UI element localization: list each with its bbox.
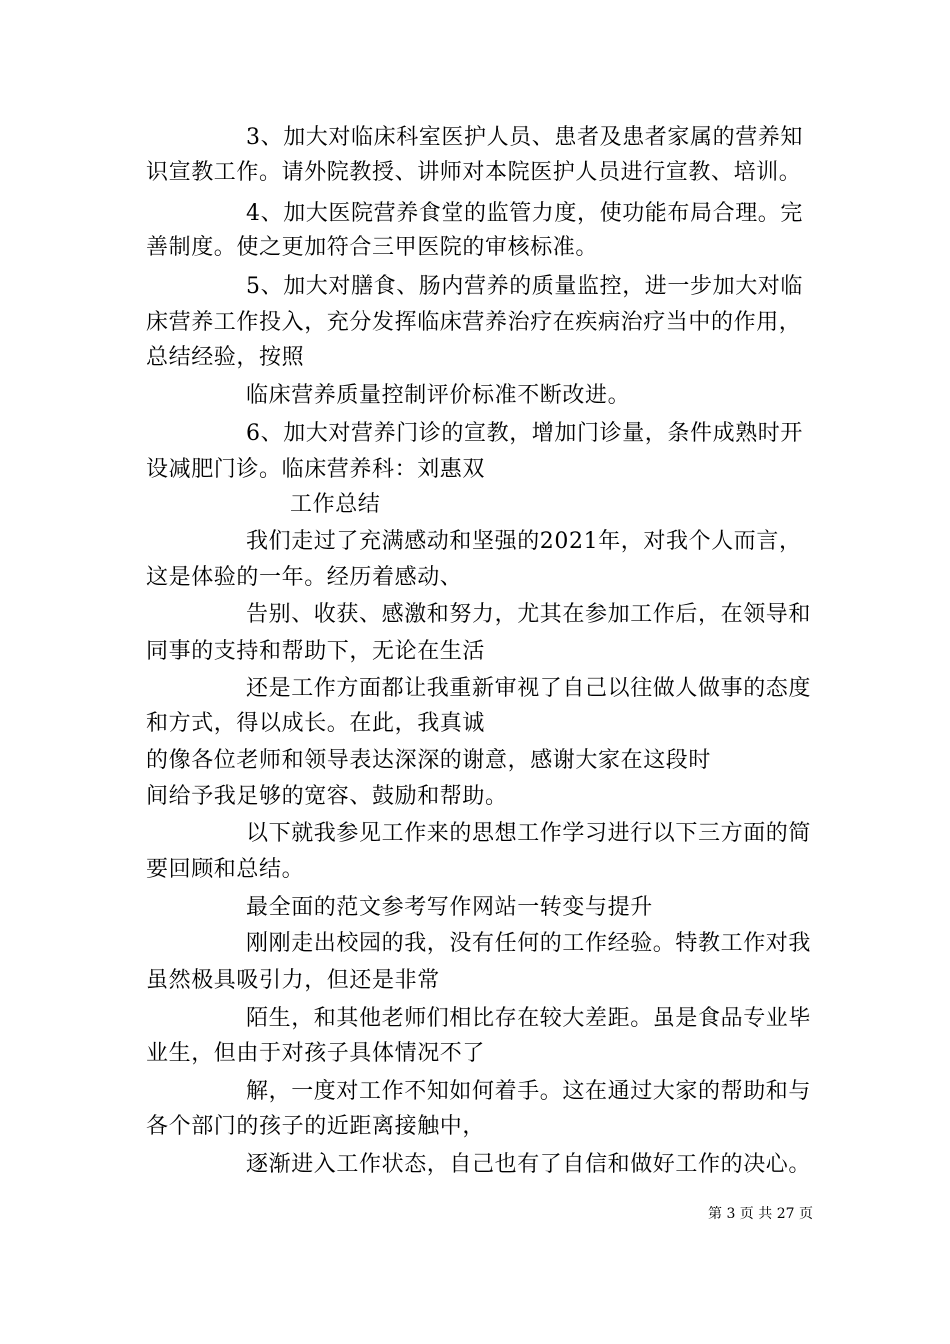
text-line: 同事的支持和帮助下，无论在生活 [146, 639, 486, 664]
text-line: 最全面的范文参考写作网站一转变与提升 [246, 895, 653, 920]
text-line: 4、加大医院营养食堂的监管力度，使功能布局合理。完 [246, 201, 803, 226]
text-line: 和方式，得以成长。在此，我真诚 [146, 711, 486, 736]
text-line: 陌生，和其他老师们相比存在较大差距。虽是食品专业毕 [246, 1006, 812, 1031]
text-line: 逐渐进入工作状态，自己也有了自信和做好工作的决心。 [246, 1152, 812, 1177]
text-line: 3、加大对临床科室医护人员、患者及患者家属的营养知 [246, 125, 803, 150]
text-line: 解，一度对工作不知如何着手。这在通过大家的帮助和与 [246, 1079, 812, 1104]
text-line: 善制度。使之更加符合三甲医院的审核标准。 [146, 235, 599, 260]
text-line: 业生，但由于对孩子具体情况不了 [146, 1041, 486, 1066]
text-line: 刚刚走出校园的我，没有任何的工作经验。特教工作对我 [246, 931, 812, 956]
text-line: 虽然极具吸引力，但还是非常 [146, 968, 440, 993]
page-number: 第 3 页 共 27 页 [708, 1206, 813, 1222]
text-line: 还是工作方面都让我重新审视了自己以往做人做事的态度 [246, 676, 812, 701]
text-line: 床营养工作投入，充分发挥临床营养治疗在疾病治疗当中的作用， [146, 310, 802, 335]
text-line: 设减肥门诊。临床营养科：刘惠双 [146, 457, 486, 482]
text-line: 总结经验，按照 [146, 345, 305, 370]
text-line: 识宣教工作。请外院教授、讲师对本院医护人员进行宣教、培训。 [146, 160, 802, 185]
text-line: 间给予我足够的宽容、鼓励和帮助。 [146, 784, 508, 809]
section-heading: 工作总结 [290, 492, 381, 517]
text-line: 临床营养质量控制评价标准不断改进。 [246, 383, 631, 408]
text-line: 我们走过了充满感动和坚强的2021年，对我个人而言， [246, 529, 802, 554]
text-line: 各个部门的孩子的近距离接触中， [146, 1114, 486, 1139]
text-line: 要回顾和总结。 [146, 857, 305, 882]
text-line: 5、加大对膳食、肠内营养的质量监控，进一步加大对临 [246, 274, 803, 299]
text-line: 以下就我参见工作来的思想工作学习进行以下三方面的简 [246, 821, 812, 846]
text-line: 告别、收获、感激和努力，尤其在参加工作后，在领导和 [246, 602, 812, 627]
text-line: 的像各位老师和领导表达深深的谢意，感谢大家在这段时 [146, 748, 712, 773]
text-line: 这是体验的一年。经历着感动、 [146, 565, 463, 590]
text-line: 6、加大对营养门诊的宣教，增加门诊量，条件成熟时开 [246, 421, 803, 446]
